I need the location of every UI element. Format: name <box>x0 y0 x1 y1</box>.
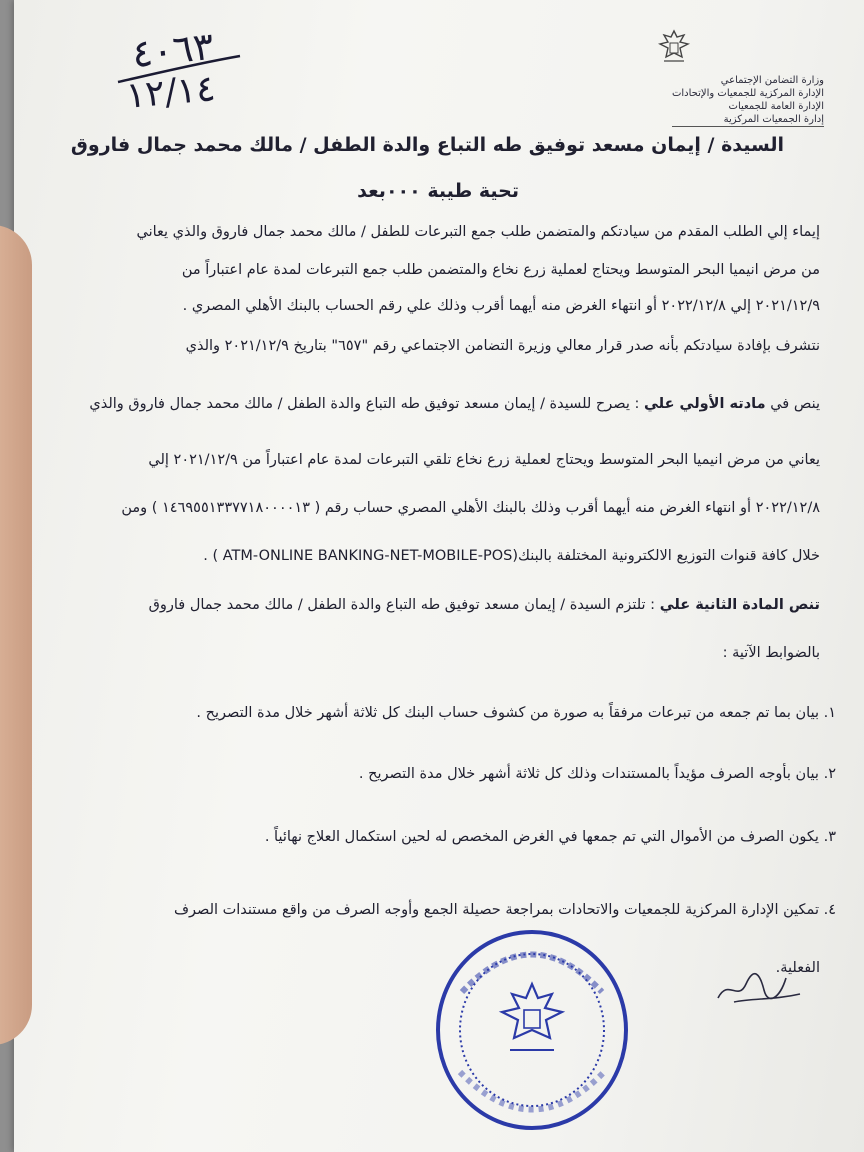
list-item: ١. بيان بما تم جمعه من تبرعات مرفقاً به صورة من كشوف حساب البنك كل ثلاثة أشهر خلال مدة التصريح . <box>196 705 836 721</box>
header-line: الإدارة المركزية للجمعيات والإتحادات <box>671 88 824 99</box>
list-item: ٤. تمكين الإدارة المركزية للجمعيات والاتحادات بمراجعة حصيلة الجمع وأوجه الصرف من واقع مستندات الصرف <box>173 902 836 918</box>
signature <box>714 968 804 1008</box>
list-item: ٢. بيان بأوجه الصرف مؤيداً بالمستندات وذلك كل ثلاثة أشهر خلال مدة التصريح . <box>358 766 836 782</box>
intro-line: ٢٠٢١/١٢/٩ إلي ٢٠٢٢/١٢/٨ أو انتهاء الغرض منه أيهما أقرب وذلك علي رقم الحساب بالبنك الأهلي المصري . <box>182 298 820 314</box>
article2-first-line <box>149 597 820 613</box>
intro-line: إيماء إلي الطلب المقدم من سيادتكم والمتضمن طلب جمع التبرعات للطفل / مالك محمد جمال فاروق والذي يعاني <box>136 224 820 240</box>
addressee: السيدة / إيمان مسعد توفيق طه التباع والدة الطفل / مالك محمد جمال فاروق <box>70 134 784 156</box>
thumb <box>0 225 32 1045</box>
document-page <box>14 0 864 1152</box>
intro-line: نتشرف بإفادة سيادتكم بأنه صدر قرار معالي وزيرة التضامن الاجتماعي رقم "٦٥٧" بتاريخ ٢٠٢١/١٢/٩ والذي <box>185 338 820 354</box>
article1-line: يعاني من مرض انيميا البحر المتوسط ويحتاج لعملية زرع نخاع تلقي التبرعات لمدة عام اعتباراً من ٢٠٢١/١٢/٩ إلي <box>148 452 820 468</box>
greeting: تحية طيبة ٠٠٠بعد <box>357 180 519 202</box>
article1-text: : يصرح للسيدة / إيمان مسعد توفيق طه التباع والدة الطفل / مالك محمد جمال فاروق والذي <box>89 396 640 412</box>
article1-first-line <box>89 396 820 412</box>
handwritten-number: ٤٠٦٣ <box>129 23 216 77</box>
header-line: وزارة التضامن الإجتماعي <box>720 75 824 86</box>
article2-text: : تلتزم السيدة / إيمان مسعد توفيق طه التباع والدة الطفل / مالك محمد جمال فاروق <box>148 597 656 613</box>
article2-line: بالضوابط الآتية : <box>722 645 820 661</box>
official-stamp <box>432 922 632 1132</box>
article1-line: ٢٠٢٢/١٢/٨ أو انتهاء الغرض منه أيهما أقرب وذلك بالبنك الأهلي المصري حساب رقم ( ١٤٦٩٥٥١٣٣٧٧١٨٠٠٠٠١٣ ) ومن <box>121 500 820 516</box>
article1-line: خلال كافة قنوات التوزيع الالكترونية المختلفة بالبنك(ATM-ONLINE BANKING-NET-MOBILE-POS ) . <box>203 548 820 564</box>
handwritten-date: ١٢/١٤ <box>124 68 218 117</box>
article2-heading: تنص المادة الثانية علي <box>659 597 820 613</box>
header-line: الإدارة العامة للجمعيات <box>728 101 824 112</box>
article1-lead: ينص في <box>770 396 820 412</box>
article1-heading: مادته الأولي علي <box>643 396 766 412</box>
header-line: إدارة الجمعيات المركزية <box>672 113 824 127</box>
list-item: ٣. يكون الصرف من الأموال التي تم جمعها في الغرض المخصص له لحين استكمال العلاج نهائياً . <box>264 829 836 845</box>
intro-line: من مرض انيميا البحر المتوسط ويحتاج لعملية زرع نخاع والمتضمن طلب جمع التبرعات لمدة عام اعتباراً من <box>181 262 820 278</box>
list-item: الفعلية. <box>775 960 820 976</box>
eagle-emblem-icon <box>652 27 696 67</box>
